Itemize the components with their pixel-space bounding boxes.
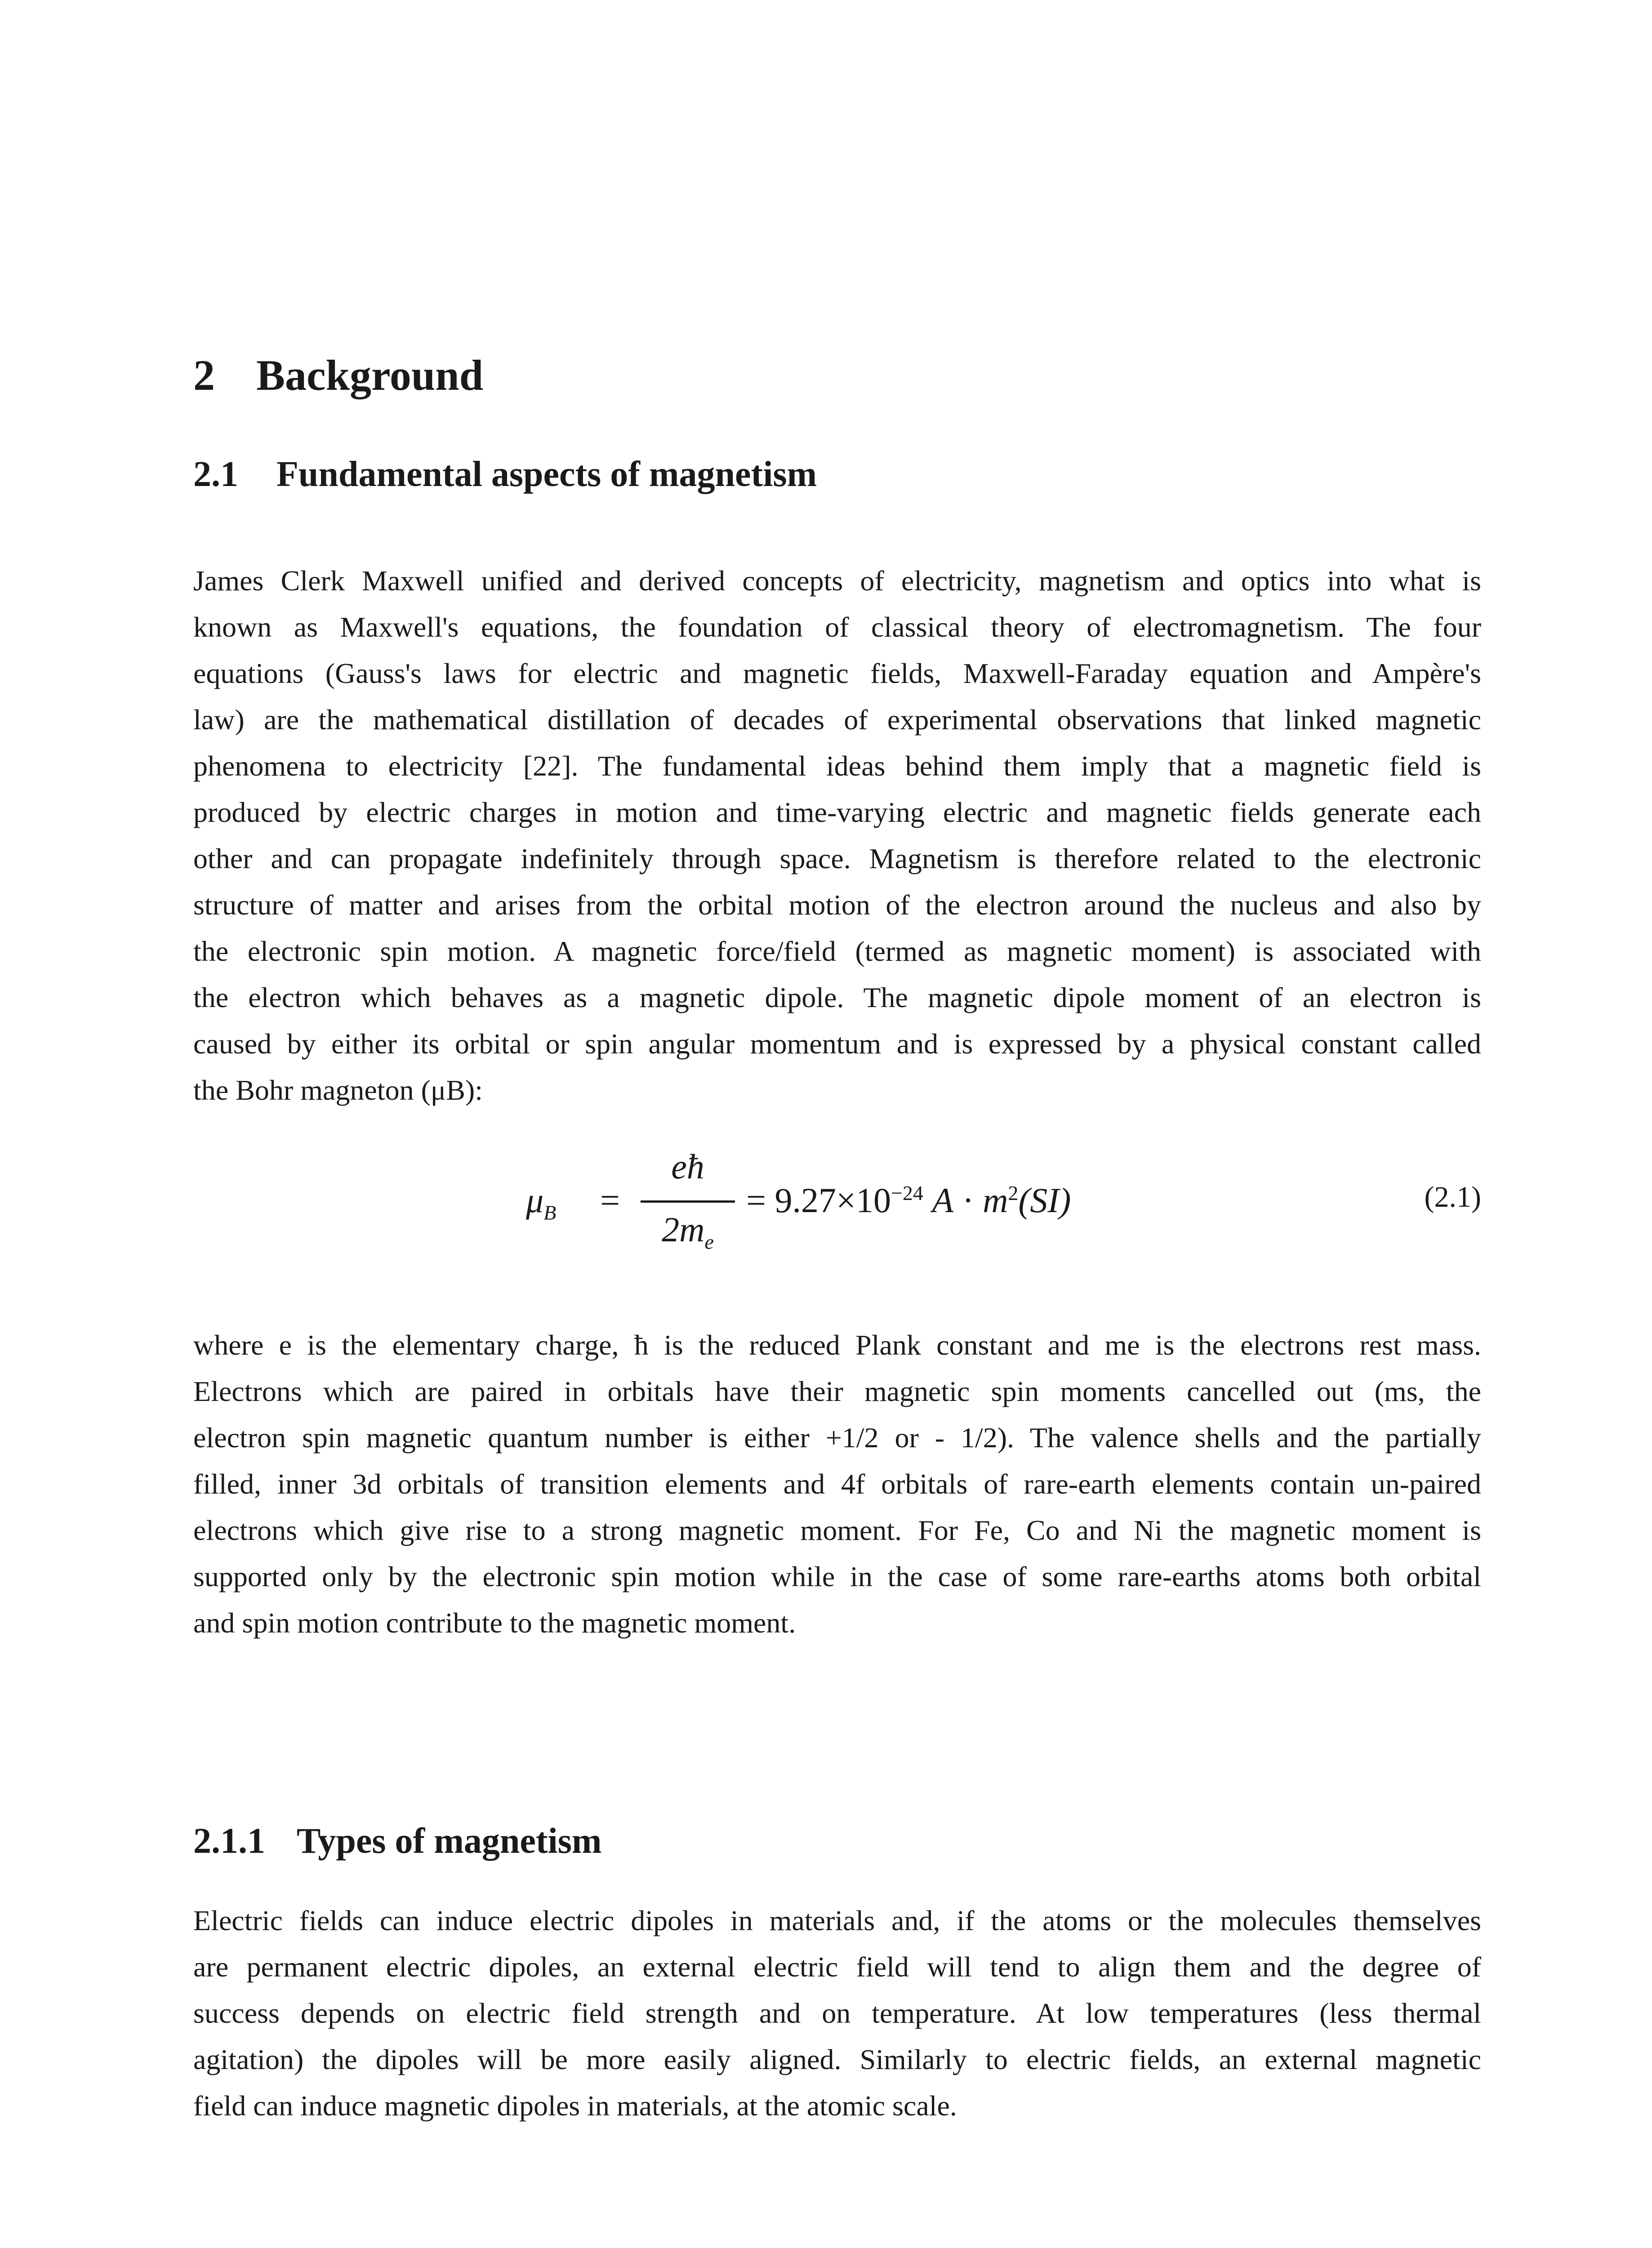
paragraph-line: law) are the mathematical distillation of decades of experimental observations that linked magnetic xyxy=(193,704,1481,736)
paragraph-line: James Clerk Maxwell unified and derived concepts of electricity, magnetism and optics into what is xyxy=(193,565,1481,597)
paragraph-line: the electronic spin motion. A magnetic force/field (termed as magnetic moment) is associated with xyxy=(193,935,1481,967)
fraction-numerator: eħ xyxy=(671,1147,704,1186)
paragraph-line: agitation) the dipoles will be more easily aligned. Similarly to electric fields, an external magnetic xyxy=(193,2043,1481,2075)
paragraph-line: supported only by the electronic spin motion while in the case of some rare-earths atoms both orbital xyxy=(193,1561,1481,1592)
section-heading xyxy=(193,452,817,497)
paragraph-line: structure of matter and arises from the orbital motion of the electron around the nucleus and also by xyxy=(193,889,1481,921)
equation-lhs: $\mu_B$ xyxy=(526,1181,557,1224)
paragraph-line: are permanent electric dipoles, an external electric field will tend to align them and the degree of xyxy=(193,1951,1481,1983)
paragraph-line: electrons which give rise to a strong magnetic moment. For Fe, Co and Ni the magnetic moment is xyxy=(193,1514,1481,1546)
subsection-number: 2.1.1 xyxy=(193,1821,265,1861)
paragraph-line: other and can propagate indefinitely through space. Magnetism is therefore related to the electronic xyxy=(193,843,1481,874)
equation-bohr-magneton xyxy=(526,1142,1481,1259)
subsection-title: Types of magnetism xyxy=(297,1821,602,1861)
paragraph-line: caused by either its orbital or spin angular momentum and is expressed by a physical constant called xyxy=(193,1028,1481,1060)
paragraph-line: filled, inner 3d orbitals of transition elements and 4f orbitals of rare-earth elements contain un-paired xyxy=(193,1468,1481,1500)
section-title: Fundamental aspects of magnetism xyxy=(276,455,817,494)
paragraph-line: known as Maxwell's equations, the foundation of classical theory of electromagnetism. The four xyxy=(193,611,1481,643)
paragraph-line: field can induce magnetic dipoles in materials, at the atomic scale. xyxy=(193,2090,957,2122)
paragraph-line: Electric fields can induce electric dipoles in materials and, if the atoms or the molecules themselves xyxy=(193,1905,1481,1936)
paragraph-types xyxy=(193,1897,1481,2129)
paragraph-line: electron spin magnetic quantum number is either +1/2 or - 1/2). The valence shells and the partially xyxy=(193,1422,1481,1454)
paragraph-maxwell xyxy=(193,558,1481,1113)
paragraph-line: success depends on electric field strength and on temperature. At low temperatures (less thermal xyxy=(193,1997,1481,2029)
paragraph-line: where e is the elementary charge, ħ is the reduced Plank constant and me is the electrons rest mass. xyxy=(193,1329,1481,1361)
fraction-bar xyxy=(641,1200,735,1203)
paragraph-line: phenomena to electricity [22]. The fundamental ideas behind them imply that a magnetic field is xyxy=(193,750,1481,782)
subsection-heading xyxy=(193,1819,601,1864)
equation-number: (2.1) xyxy=(1424,1181,1481,1213)
fraction-denominator: $2m_e$ xyxy=(662,1210,714,1253)
chapter-title: Background xyxy=(256,351,484,399)
paragraph-line: Electrons which are paired in orbitals have their magnetic spin moments cancelled out (ms, the xyxy=(193,1375,1481,1407)
paragraph-line: the electron which behaves as a magnetic dipole. The magnetic dipole moment of an electron is xyxy=(193,981,1481,1013)
paragraph-line: equations (Gauss's laws for electric and magnetic fields, Maxwell-Faraday equation and Ampère's xyxy=(193,657,1481,689)
equation-fraction xyxy=(641,1142,735,1259)
equation-rhs: = $9.27\times 10^{-24}$ $A \cdot m^2(SI)$ xyxy=(746,1181,1071,1220)
paragraph-electrons xyxy=(193,1322,1481,1646)
equation-equals: = xyxy=(600,1181,620,1220)
paragraph-line: the Bohr magneton (μB): xyxy=(193,1074,483,1106)
section-number: 2.1 xyxy=(193,455,238,494)
paragraph-line: and spin motion contribute to the magnetic moment. xyxy=(193,1607,796,1639)
chapter-heading xyxy=(193,348,483,402)
chapter-number: 2 xyxy=(193,351,215,399)
paragraph-line: produced by electric charges in motion and time-varying electric and magnetic fields generate each xyxy=(193,796,1481,828)
